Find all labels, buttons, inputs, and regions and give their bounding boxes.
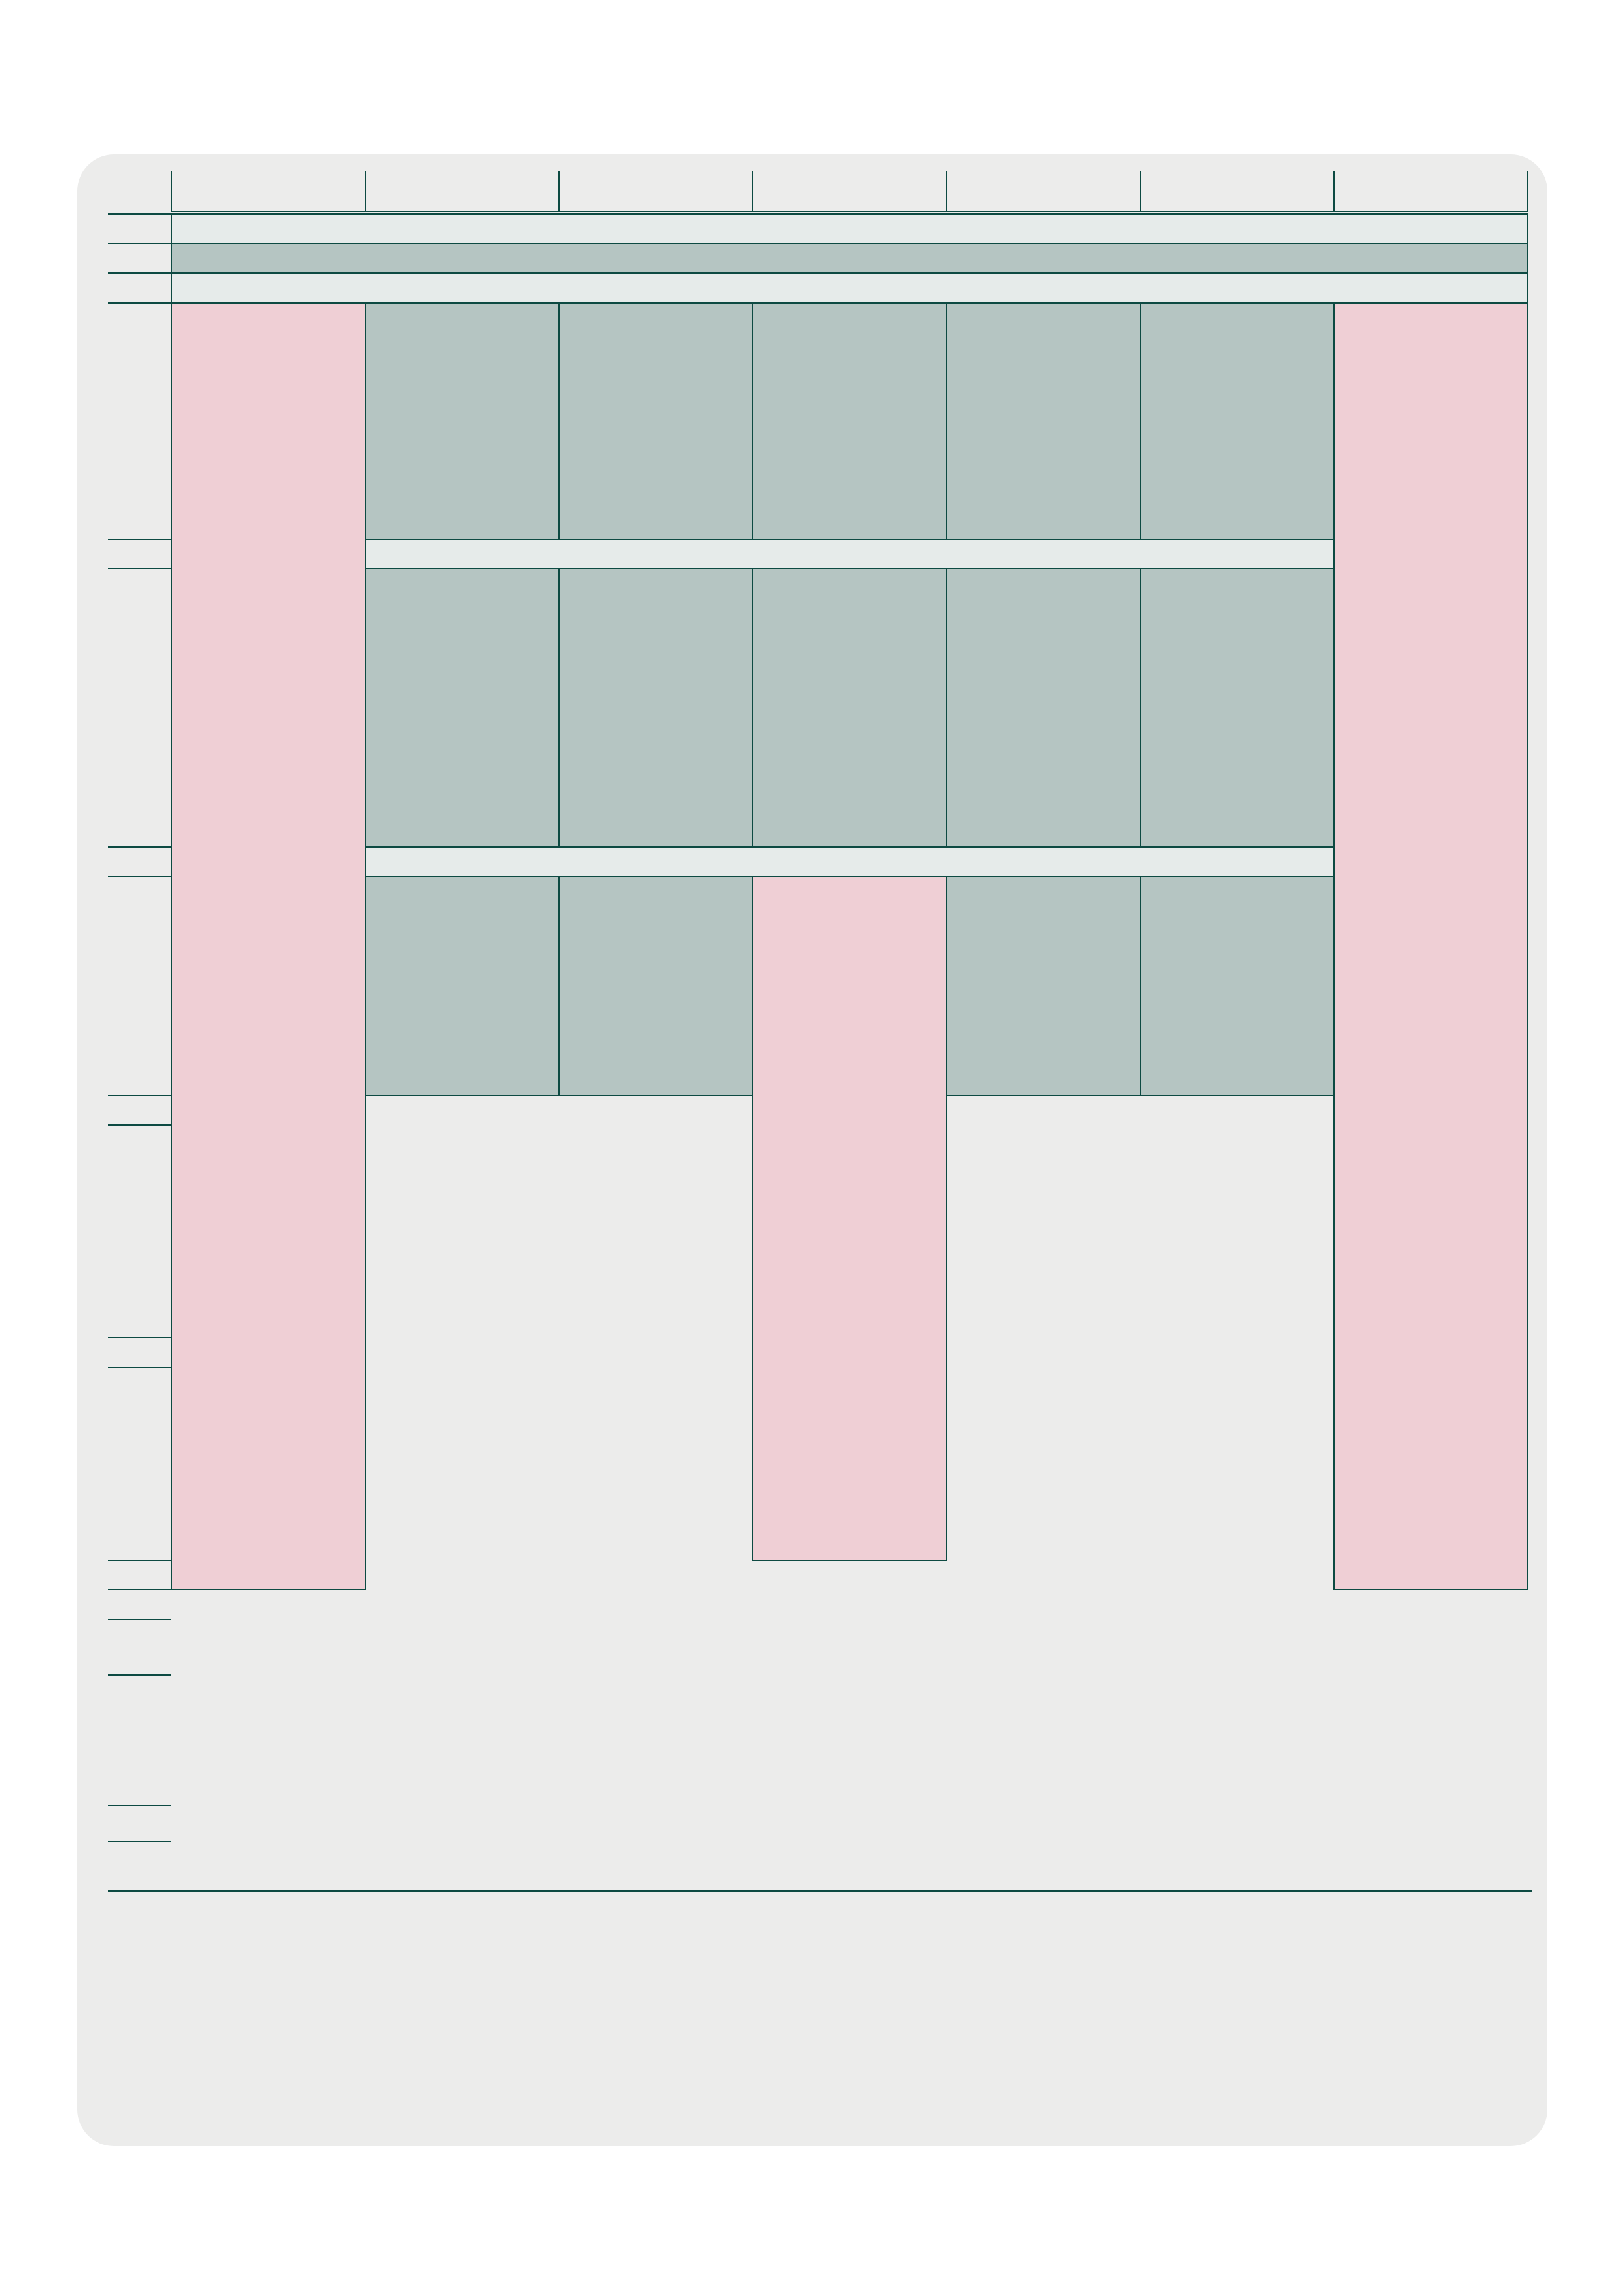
time-label [108,1619,171,1674]
wednesday-excursion-block [752,876,947,1561]
time-label [108,272,171,302]
break-row-1000 [365,539,1335,569]
session-monday-1015 [365,568,560,848]
session-tuesday-1015 [558,568,753,848]
break-row-1115 [365,846,1335,877]
session-friday-1015 [1140,568,1335,848]
day-header-thursday [946,171,1140,212]
session-monday-1130 [365,876,560,1096]
session-wednesday-0900 [752,302,947,540]
session-tuesday-1130 [558,876,753,1096]
day-header-tuesday [558,171,752,212]
time-label [108,1124,171,1337]
student-meeting-row [171,272,1528,304]
day-header-sunday [171,171,365,212]
session-thursday-1130 [946,876,1141,1096]
day-header-friday [1140,171,1333,212]
time-label [108,1560,171,1589]
time-label [108,1674,171,1805]
day-header-monday [365,171,558,212]
wake-up-row [171,213,1528,244]
day-header-saturday [1333,171,1528,212]
day-header-wednesday [752,171,946,212]
session-thursday-0900 [946,302,1141,540]
session-monday-0900 [365,302,560,540]
time-label [108,1589,171,1619]
bedes-logo [1172,1937,1499,2088]
session-wednesday-1015 [752,568,947,848]
session-friday-0900 [1140,302,1335,540]
table-bottom-rule [108,1890,1532,1892]
breakfast-row [171,243,1528,274]
time-label [108,1841,171,1877]
session-thursday-1015 [946,568,1141,848]
time-label [108,1805,171,1841]
time-label [108,1337,171,1367]
logo-vertical-text [1312,1957,1326,2022]
time-label [108,1095,171,1124]
saturday-departure-block [1333,302,1528,1590]
time-label [108,876,171,1095]
session-friday-1130 [1140,876,1335,1096]
time-label [108,243,171,272]
time-label [108,568,171,846]
time-label [108,1367,171,1560]
sunday-arrival-block [171,302,366,1590]
session-tuesday-0900 [558,302,753,540]
time-label [108,539,171,568]
time-label [108,213,171,243]
time-label [108,302,171,539]
time-label [108,846,171,876]
